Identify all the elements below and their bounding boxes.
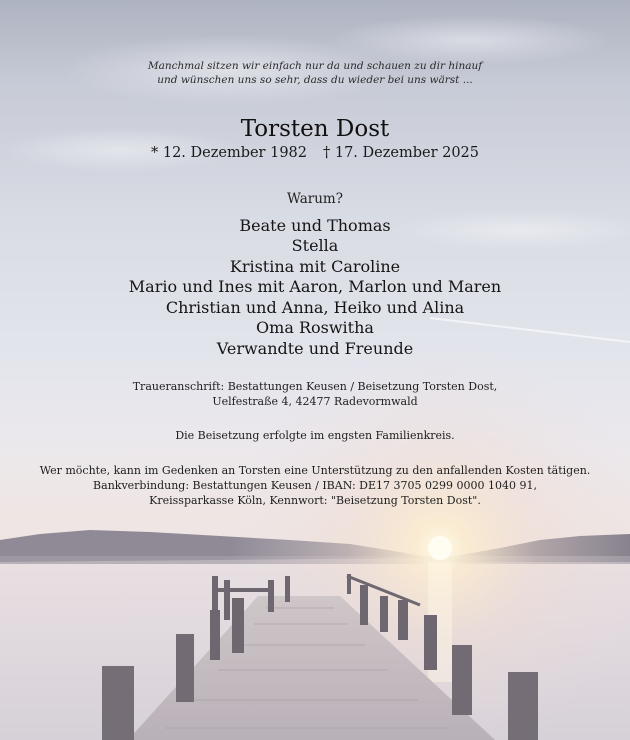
- donation-line-3: Kreissparkasse Köln, Kennwort: "Beisetzung Torsten Dost".: [149, 494, 481, 507]
- donation-line-2: Bankverbindung: Bestattungen Keusen / IBAN: DE17 3705 0299 0000 1040 91,: [93, 479, 537, 492]
- burial-note: Die Beisetzung erfolgte im engsten Familienkreis.: [175, 429, 455, 442]
- mourner-line: Stella: [291, 236, 339, 255]
- motto-line-1: Manchmal sitzen wir einfach nur da und schauen zu dir hinauf: [147, 60, 483, 72]
- mourner-line: Kristina mit Caroline: [229, 257, 401, 276]
- mourner-line: Christian und Anna, Heiko und Alina: [165, 298, 465, 317]
- death-date: † 17. Dezember 2025: [323, 145, 480, 161]
- life-dates: [0, 144, 630, 162]
- mourner-line: Mario und Ines mit Aaron, Marlon und Maren: [128, 277, 502, 296]
- donation-line-1: Wer möchte, kann im Gedenken an Torsten eine Unterstützung zu den anfallenden Kosten tätigen.: [39, 464, 591, 477]
- birth-date: * 12. Dezember 1982: [150, 145, 307, 161]
- mourner-line: Oma Roswitha: [256, 318, 374, 337]
- deceased-name: Torsten Dost: [240, 116, 390, 142]
- motto-line-2: und wünschen uns so sehr, dass du wieder bei uns wärst ...: [157, 74, 473, 86]
- mourner-line: Beate und Thomas: [239, 216, 391, 235]
- question-text: Warum?: [287, 191, 343, 207]
- address-line-2: Uelfestraße 4, 42477 Radevormwald: [212, 395, 418, 408]
- mourner-line: Verwandte und Freunde: [216, 339, 414, 358]
- address-line-1: Traueranschrift: Bestattungen Keusen / Beisetzung Torsten Dost,: [132, 380, 498, 393]
